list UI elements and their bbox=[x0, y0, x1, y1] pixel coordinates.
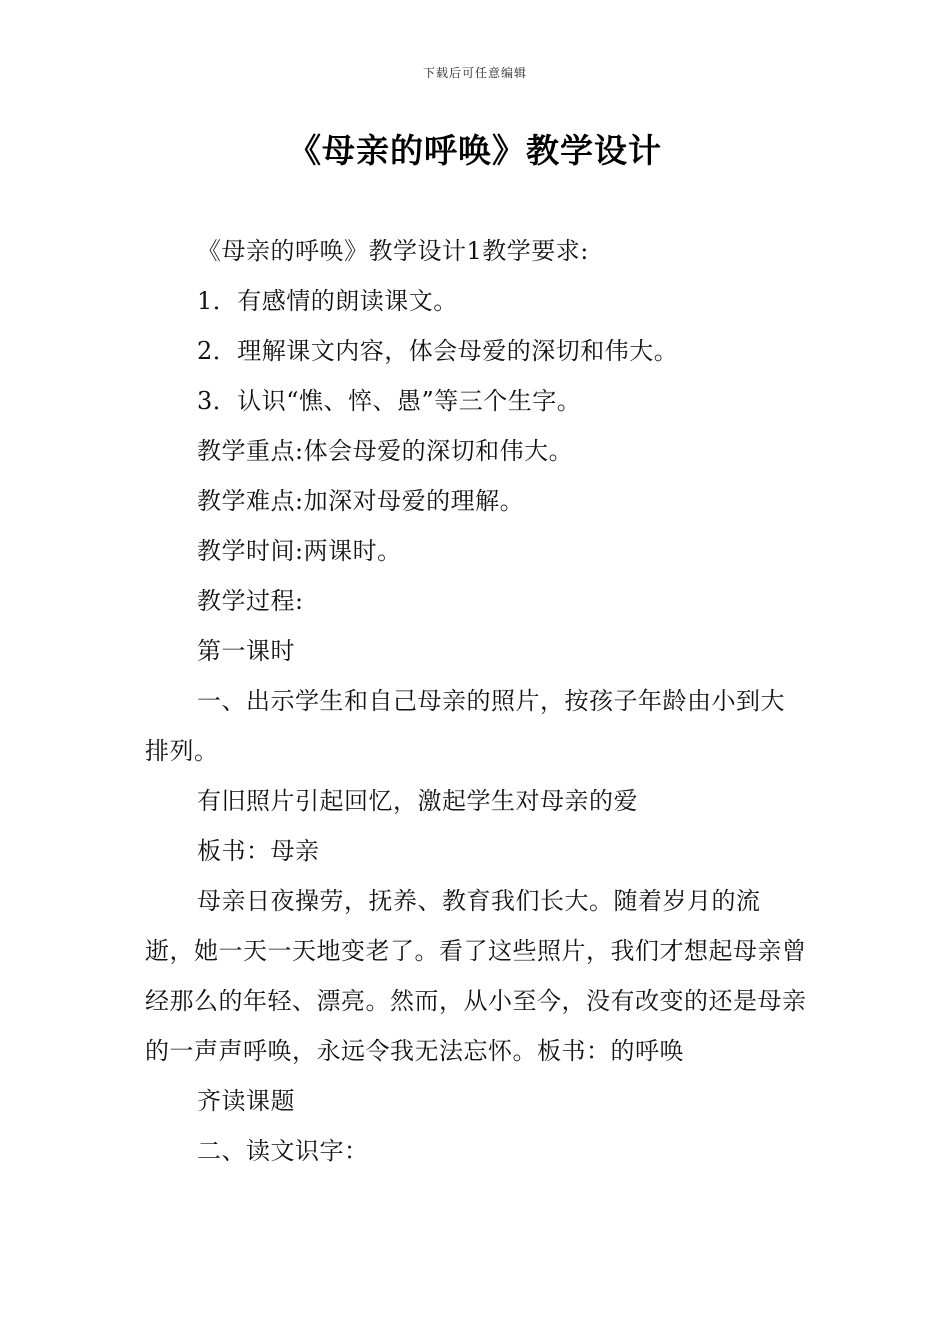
paragraph-requirement-3: 3．认识“憔、悴、愚”等三个生字。 bbox=[197, 387, 582, 415]
document-body bbox=[145, 226, 807, 1176]
paragraph-requirement-1: 1．有感情的朗读课文。 bbox=[197, 287, 458, 315]
paragraph-first-lesson: 第一课时 bbox=[197, 637, 295, 665]
paragraph-step-1: 一、出示学生和自己母亲的照片，按孩子年龄由小到大排列。 bbox=[145, 687, 785, 765]
paragraph-mother-story: 母亲日夜操劳，抚养、教育我们长大。随着岁月的流逝，她一天一天地变老了。看了这些照片，我们才想起母亲曾经那么的年轻、漂亮。然而，从小至今，没有改变的还是母亲的一声声呼唤，永远令我无法忘怀。板书：的呼唤 bbox=[145, 887, 807, 1065]
document-title: 《母亲的呼唤》教学设计 bbox=[288, 131, 662, 170]
paragraph-board-mother: 板书：母亲 bbox=[197, 837, 320, 865]
paragraph-teaching-time: 教学时间:两课时。 bbox=[197, 537, 402, 565]
paragraph-difficulty: 教学难点:加深对母爱的理解。 bbox=[197, 487, 525, 515]
paragraph-old-photos: 有旧照片引起回忆，激起学生对母亲的爱 bbox=[197, 787, 638, 815]
paragraph-requirement-2: 2．理解课文内容，体会母爱的深切和伟大。 bbox=[197, 337, 679, 365]
paragraph-read-title: 齐读课题 bbox=[197, 1087, 295, 1115]
paragraph-key-point: 教学重点:体会母爱的深切和伟大。 bbox=[197, 437, 574, 465]
paragraph-process-heading: 教学过程: bbox=[197, 587, 304, 615]
paragraph-requirements-heading: 《母亲的呼唤》教学设计1教学要求: bbox=[197, 237, 589, 265]
paragraph-step-2: 二、读文识字： bbox=[197, 1137, 369, 1165]
page-header-note: 下载后可任意编辑 bbox=[422, 66, 527, 80]
